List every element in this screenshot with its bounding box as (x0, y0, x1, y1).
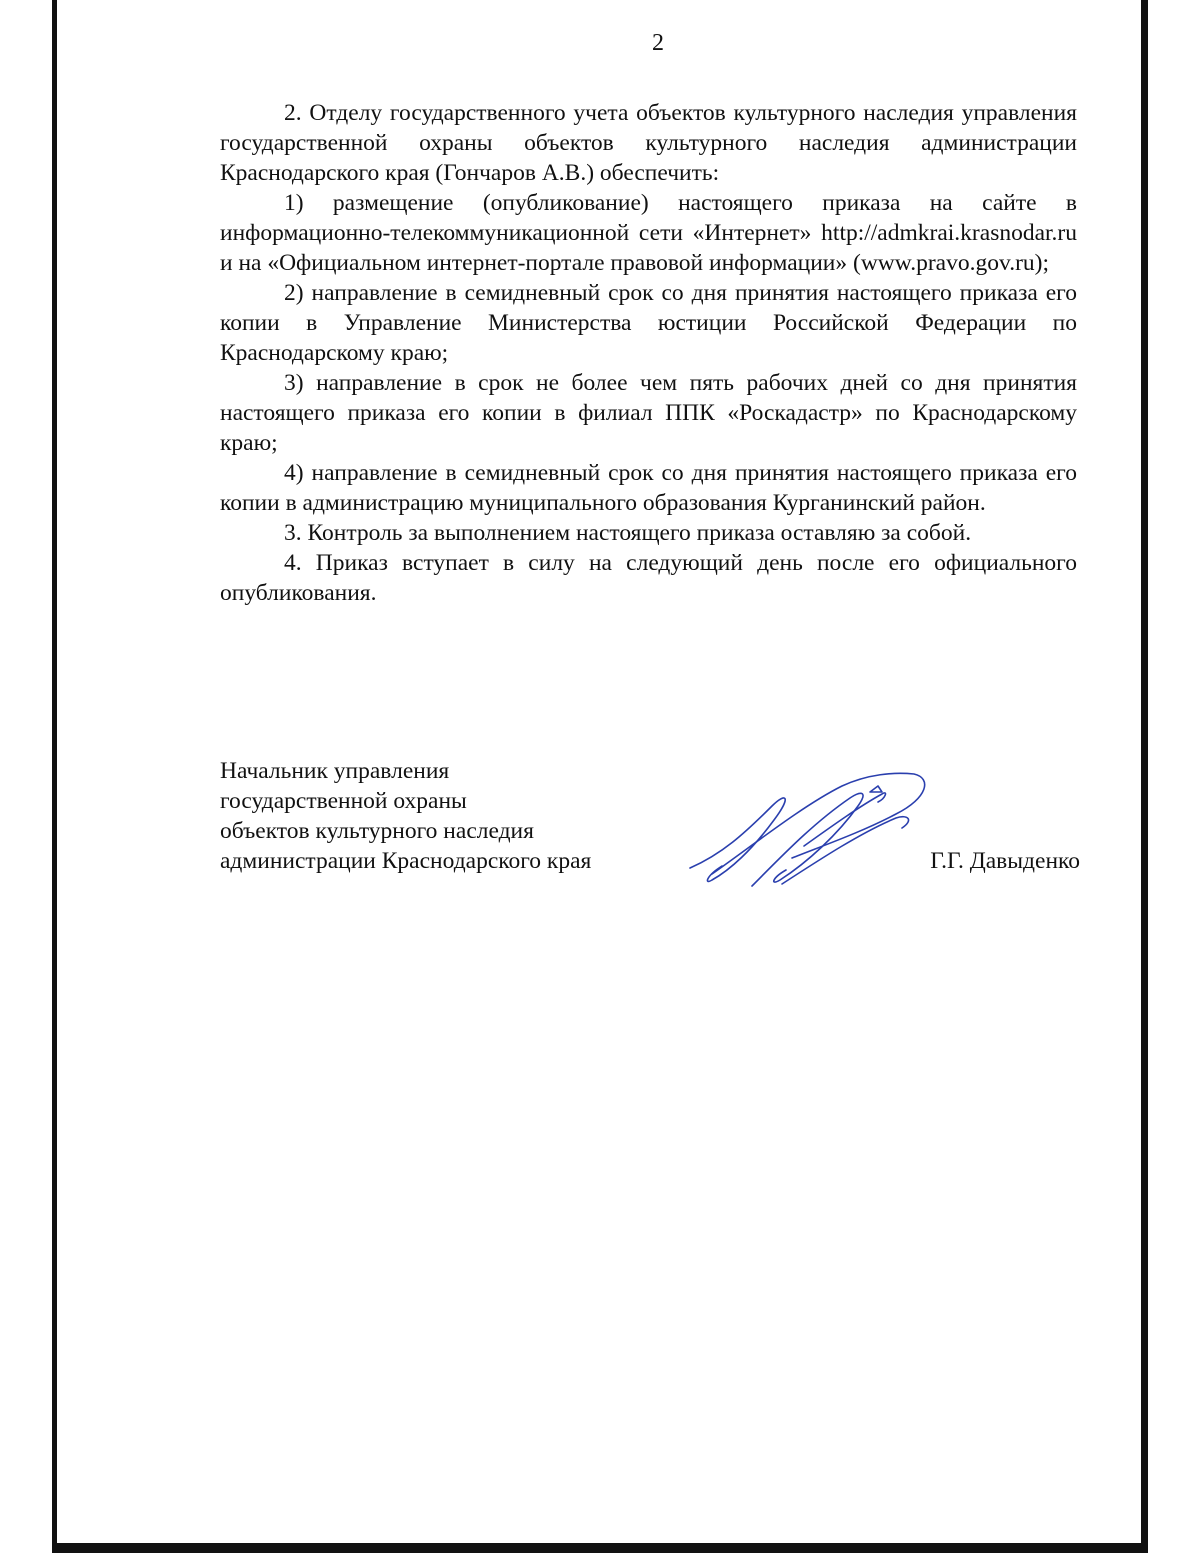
paragraph: 1) размещение (опубликование) настоящего приказа на сайте в информационно-телекоммуникационной сети «Интернет» http://admkrai.krasnodar.ru и на «Официальном интернет-портале правовой информации» (www.pravo.gov.ru); (220, 190, 1077, 276)
scan-border-bottom (52, 1543, 1148, 1553)
paragraph: 2. Отделу государственного учета объектов культурного наследия управления государственной охраны объектов культурного наследия администрации Краснодарского края (Гончаров А.В.) обеспечить: (220, 100, 1077, 186)
paragraph: 3) направление в срок не более чем пять рабочих дней со дня принятия настоящего приказа его копии в филиал ППК «Роскадастр» по Краснодарскому краю; (220, 370, 1077, 456)
scan-border-left (52, 0, 57, 1553)
signature-stroke (690, 798, 785, 881)
signatory-title-line: администрации Краснодарского края (220, 848, 592, 874)
paragraph: 4. Приказ вступает в силу на следующий день после его официального опубликования. (220, 550, 1077, 606)
signatory-title-line: Начальник управления (220, 758, 450, 784)
paragraph: 2) направление в семидневный срок со дня принятия настоящего приказа его копии в Управление Министерства юстиции Российской Федерации по Краснодарскому краю; (220, 280, 1077, 366)
signature-stroke (712, 773, 925, 874)
scan-border-right (1141, 0, 1148, 1553)
page-number: 2 (652, 30, 664, 56)
paragraph: 4) направление в семидневный срок со дня принятия настоящего приказа его копии в администрацию муниципального образования Курганинский район. (220, 460, 1077, 516)
signature-block (220, 756, 1080, 876)
document-body (220, 98, 1077, 608)
signature-stroke (870, 786, 882, 792)
signatory-name: Г.Г. Давыденко (930, 848, 1080, 874)
signatory-title-line: государственной охраны (220, 788, 467, 814)
paragraph: 3. Контроль за выполнением настоящего приказа оставляю за собой. (284, 520, 972, 546)
signature-stroke (782, 817, 909, 884)
handwritten-signature (682, 762, 942, 892)
signature-stroke (752, 793, 863, 886)
signatory-title-line: объектов культурного наследия (220, 818, 534, 844)
